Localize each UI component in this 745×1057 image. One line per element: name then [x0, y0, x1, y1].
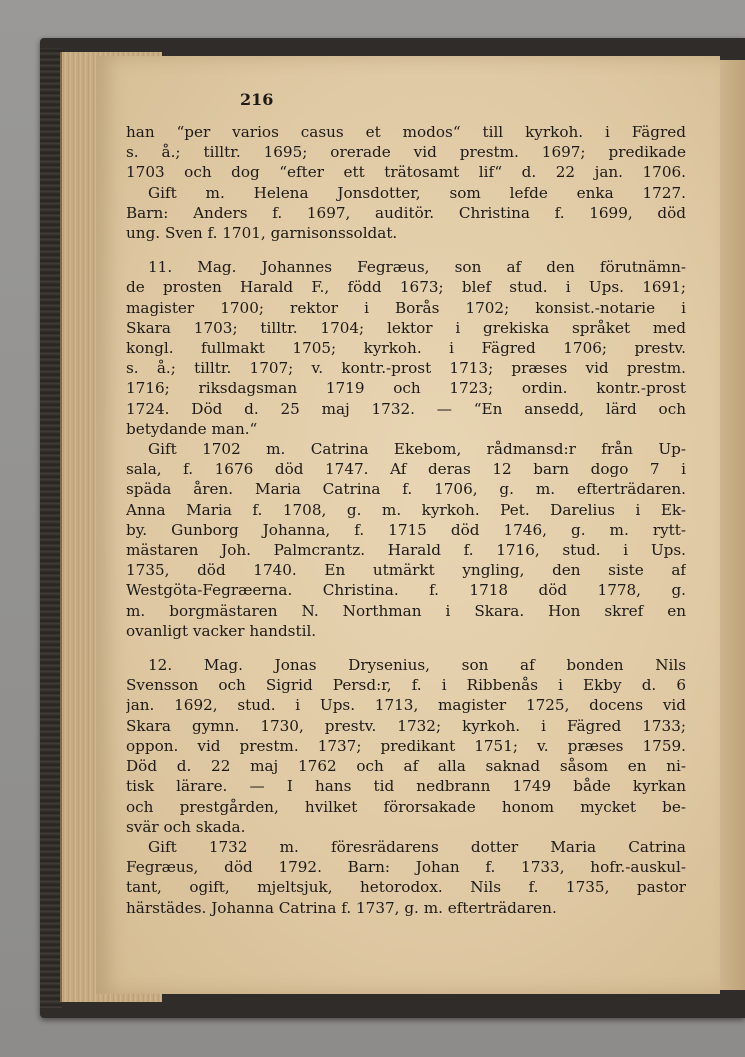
text-line: han “per varios casus et modos“ till kyrkoh. i Fägred [126, 123, 686, 141]
text-line: ovanligt vacker handstil. [126, 621, 317, 640]
paragraph-entry-11 [126, 257, 686, 641]
text-line: by. Gunborg Johanna, f. 1715 död 1746, g. m. rytt- [126, 520, 686, 539]
text-line: Anna Maria f. 1708, g. m. kyrkoh. Pet. Darelius i Ek- [126, 500, 686, 519]
text-line: och prestgården, hvilket förorsakade honom mycket be- [126, 797, 686, 816]
text-line: Gift 1702 m. Catrina Ekebom, rådmansd:r från Up- [148, 440, 686, 459]
page-edges-right [720, 60, 745, 990]
text-line: 1735, död 1740. En utmärkt yngling, den siste af [126, 561, 686, 580]
text-line: tisk lärare. — I hans tid nedbrann 1749 både kyrkan [126, 777, 686, 796]
text-line: ung. Sven f. 1701, garnisonssoldat. [126, 224, 398, 243]
text-line: mästaren Joh. Palmcrantz. Harald f. 1716, stud. i Ups. [126, 541, 686, 560]
text-line: späda åren. Maria Catrina f. 1706, g. m. efterträdaren. [126, 480, 686, 499]
text-line: tant, ogift, mjeltsjuk, hetorodox. Nils f. 1735, pastor [126, 878, 686, 897]
text-line: betydande man.“ [126, 419, 258, 438]
text-line: magister 1700; rektor i Borås 1702; konsist.-notarie i [126, 298, 686, 317]
text-line: Svensson och Sigrid Persd:r, f. i Ribbenås i Ekby d. 6 [126, 676, 686, 695]
text-line: Gift 1732 m. föresrädarens dotter Maria Catrina [148, 837, 686, 856]
text-line: svär och skada. [126, 817, 246, 836]
text-line: 1724. Död d. 25 maj 1732. — “En ansedd, lärd och [126, 399, 686, 418]
text-line: kongl. fullmakt 1705; kyrkoh. i Fägred 1706; prestv. [126, 339, 686, 358]
text-line: Skara 1703; tilltr. 1704; lektor i grekiska språket med [126, 318, 686, 337]
text-line: 12. Mag. Jonas Drysenius, son af bonden Nils [148, 656, 686, 675]
text-line: härstädes. Johanna Catrina f. 1737, g. m. efterträdaren. [126, 898, 557, 917]
text-line: 11. Mag. Johannes Fegræus, son af den förutnämn- [148, 258, 686, 277]
text-line: Fegræus, död 1792. Barn: Johan f. 1733, hofr.-auskul- [126, 858, 686, 877]
text-line: m. borgmästaren N. Northman i Skara. Hon skref en [126, 601, 686, 620]
text-line: s. å.; tilltr. 1707; v. kontr.-prost 1713; præses vid prestm. [126, 359, 686, 378]
text-line: 1716; riksdagsman 1719 och 1723; ordin. kontr.-prost [126, 379, 686, 398]
text-line: Barn: Anders f. 1697, auditör. Christina f. 1699, död [126, 203, 686, 222]
text-line: 1703 och dog “efter ett trätosamt lif“ d. 22 jan. 1706. [126, 163, 686, 182]
text-line: Skara gymn. 1730, prestv. 1732; kyrkoh. i Fägred 1733; [126, 716, 686, 735]
text-line: Död d. 22 maj 1762 och af alla saknad såsom en ni- [126, 757, 686, 776]
text-line: sala, f. 1676 död 1747. Af deras 12 barn dogo 7 i [126, 460, 686, 479]
page-text [126, 122, 686, 918]
paragraph-entry-12 [126, 655, 686, 918]
paragraph-continuation [126, 122, 686, 243]
text-line: Westgöta-Fegræerna. Christina. f. 1718 död 1778, g. [126, 581, 686, 600]
text-line: s. å.; tilltr. 1695; orerade vid prestm. 1697; predikade [126, 143, 686, 162]
text-line: de prosten Harald F., född 1673; blef stud. i Ups. 1691; [126, 278, 686, 297]
text-line: oppon. vid prestm. 1737; predikant 1751; v. præses 1759. [126, 736, 686, 755]
page-number: 216 [240, 90, 274, 109]
text-line: jan. 1692, stud. i Ups. 1713, magister 1725, docens vid [126, 696, 686, 715]
text-line: Gift m. Helena Jonsdotter, som lefde enka 1727. [148, 183, 686, 202]
book-spine [40, 48, 62, 1008]
